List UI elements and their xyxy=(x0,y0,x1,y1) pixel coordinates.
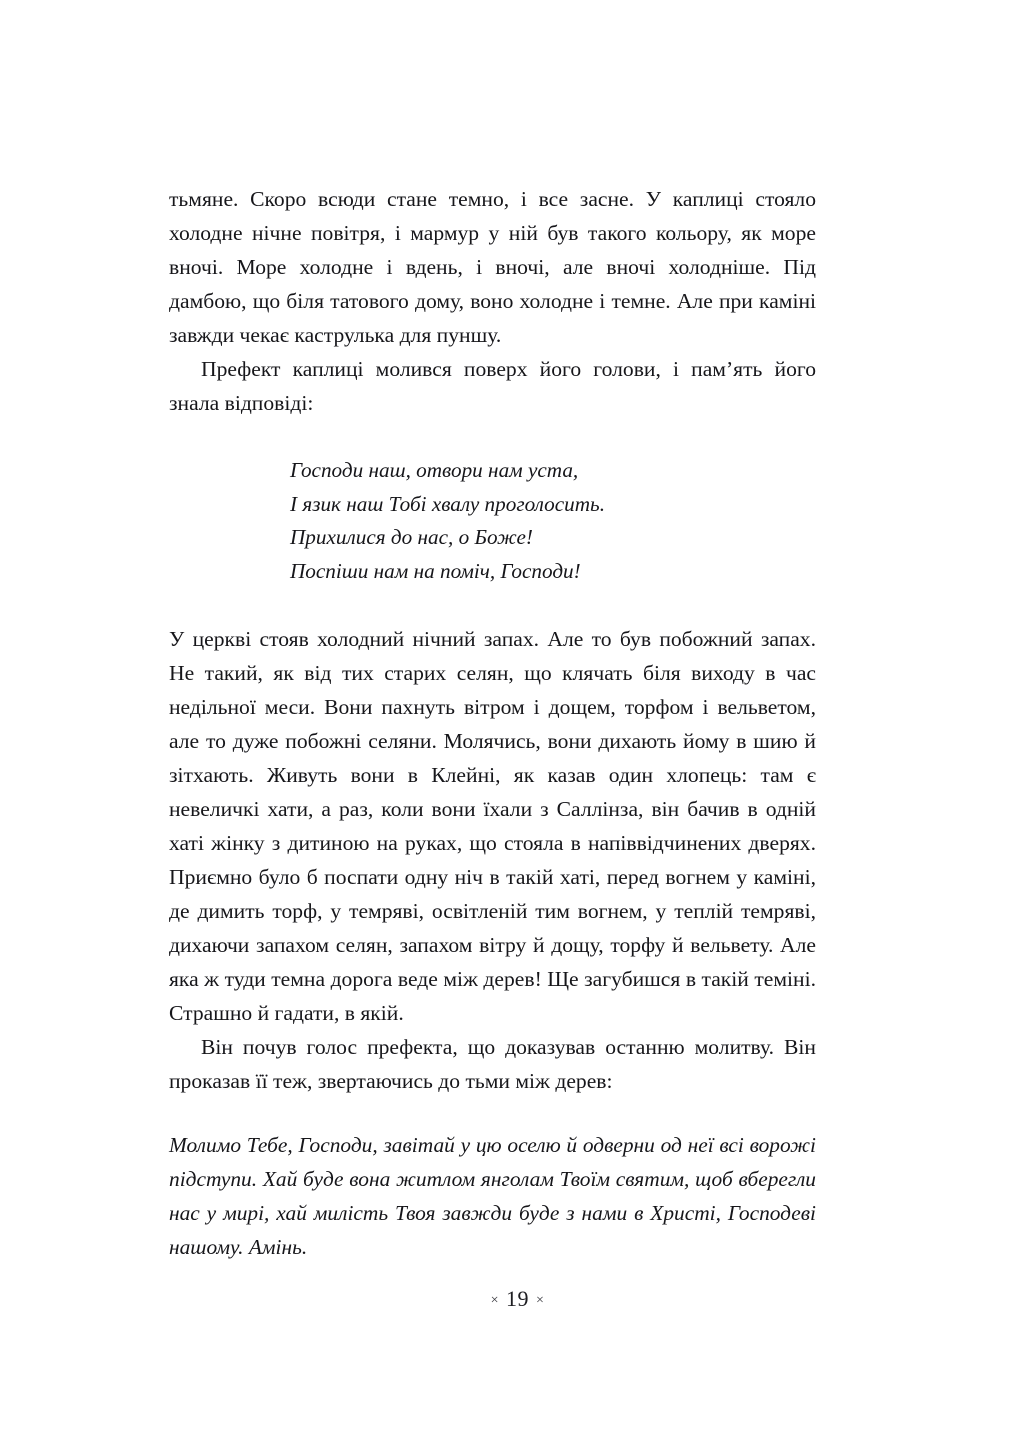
page-footer-folio xyxy=(0,1286,1035,1312)
page-number: 19 xyxy=(506,1286,529,1311)
paragraph-church-smell: У церкві стояв холодний нічний запах. Але то був побожний запах. Не такий, як від тих старих селян, що клячать біля виходу в час недільної меси. Вони пахнуть вітром і дощем, торфом і вельветом, але то дуже побожні селяни. Молячись, вони дихають йому в шию й зітхають. Живуть вони в Клейні, як казав один хлопець: там є невеличкі хати, а раз, коли вони їхали з Саллінза, він бачив в одній хаті жінку з дитиною на руках, що стояла в напіввідчинених дверях. Приємно було б поспати одну ніч в такій хаті, перед вогнем у каміні, де димить торф, у темряві, освітленій тим вогнем, у теплій темряві, дихаючи запахом селян, запахом вітру й дощу, торфу й вельвету. Але яка ж туди темна дорога веде між дерев! Ще загубишся в такій теміні. Страшно й гадати, в якій. xyxy=(169,627,816,1025)
verse-line: Прихилися до нас, о Боже! xyxy=(290,525,533,549)
paragraph-prefect-prayer-intro: Префект каплиці молився поверх його голови, і пам’ять його знала відповіді: xyxy=(169,357,816,415)
page-text-body xyxy=(169,182,816,1264)
ornament-left-icon: × xyxy=(490,1293,499,1308)
verse-line: І язик наш Тобі хвалу проголосить. xyxy=(290,491,605,516)
verse-line: Поспіши нам на поміч, Господи! xyxy=(290,558,581,583)
verse-line: Господи наш, отвори нам уста, xyxy=(290,458,579,482)
closing-prayer-block: Молимо Тебе, Господи, завітай у цю оселю й одверни од неї всі ворожі підступи. Хай буде вона житлом янголам Твоїм святим, щоб вберегли нас у мирі, хай милість Твоя завжди буде з нами в Христі, Господеві нашому. Амінь. xyxy=(169,1133,816,1259)
ornament-right-icon: × xyxy=(536,1293,545,1308)
paragraph-continuation: тьмяне. Скоро всюди стане темно, і все засне. У каплиці стояло холодне нічне повітря, і мармур у ній був такого кольору, як море вночі. Море холодне і вдень, і вночі, але вночі холодніше. Під дамбою, що біля татового дому, воно холодне і темне. Але при каміні завжди чекає каструлька для пуншу. xyxy=(169,187,816,347)
verse-block-opening-prayer xyxy=(169,454,816,588)
paragraph-heard-prefect: Він почув голос префекта, що доказував останню молитву. Він проказав її теж, звертаючись до тьми між дерев: xyxy=(169,1035,816,1093)
